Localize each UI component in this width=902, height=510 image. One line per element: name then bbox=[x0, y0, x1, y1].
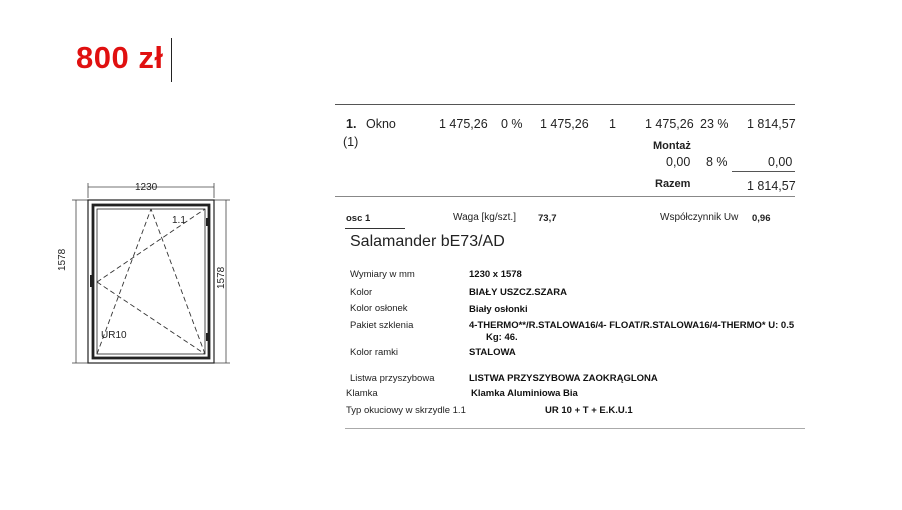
razem-value: 1 814,57 bbox=[747, 179, 796, 193]
spec-value: BIAŁY USZCZ.SZARA bbox=[469, 287, 567, 298]
montaz-label: Montaż bbox=[653, 140, 691, 152]
row-ref: (1) bbox=[343, 135, 359, 149]
spec-label: Typ okuciowy w skrzydle 1.1 bbox=[346, 405, 466, 416]
spec-label: Kolor bbox=[350, 287, 373, 298]
hinge-icon bbox=[206, 333, 210, 341]
spec-value: STALOWA bbox=[469, 347, 516, 358]
spec-label: Wymiary w mm bbox=[350, 269, 415, 280]
opening-line bbox=[97, 282, 205, 354]
spec-label: Klamka bbox=[346, 388, 378, 399]
osc-underline bbox=[345, 228, 405, 229]
spec-value: UR 10 + T + E.K.U.1 bbox=[545, 405, 633, 416]
table-top-rule bbox=[335, 104, 795, 105]
razem-rule bbox=[335, 196, 795, 197]
text-cursor bbox=[171, 38, 172, 82]
window-drawing bbox=[60, 178, 240, 373]
spec-label: Pakiet szklenia bbox=[350, 320, 414, 331]
right-height-label: 1578 bbox=[216, 266, 227, 289]
opening-line bbox=[151, 209, 205, 354]
row-index: 1. bbox=[346, 117, 357, 131]
sash-label: 1.1 bbox=[172, 215, 186, 226]
width-label: 1230 bbox=[135, 182, 158, 193]
row-vat: 23 % bbox=[700, 117, 729, 131]
price-label: 800 zł bbox=[76, 40, 164, 75]
uw-value: 0,96 bbox=[752, 213, 771, 224]
montaz-gross: 0,00 bbox=[768, 155, 793, 169]
montaz-net: 0,00 bbox=[666, 155, 691, 169]
hardware-label: UR10 bbox=[101, 330, 127, 341]
row-total-net: 1 475,26 bbox=[645, 117, 694, 131]
opening-line bbox=[97, 209, 205, 282]
product-title: Salamander bE73/AD bbox=[350, 233, 505, 250]
uw-label: Współczynnik Uw bbox=[660, 212, 739, 223]
montaz-vat: 8 % bbox=[706, 155, 728, 169]
spec-value-extra: Kg: 46. bbox=[486, 332, 518, 343]
spec-value: LISTWA PRZYSZYBOWA ZAOKRĄGLONA bbox=[469, 373, 658, 384]
spec-value: 4-THERMO**/R.STALOWA16/4- FLOAT/R.STALOWA16/4-THERMO* U: 0.5 bbox=[469, 320, 795, 331]
spec-value: Klamka Aluminiowa Bia bbox=[471, 388, 578, 399]
handle-icon bbox=[90, 275, 94, 287]
waga-value: 73,7 bbox=[538, 213, 557, 224]
spec-label: Kolor ramki bbox=[350, 347, 399, 358]
row-name: Okno bbox=[366, 117, 396, 131]
spec-label: Listwa przyszybowa bbox=[350, 373, 435, 384]
row-total-gross: 1 814,57 bbox=[747, 117, 796, 131]
row-qty: 1 bbox=[609, 117, 616, 131]
table-bottom-rule bbox=[345, 428, 805, 429]
row-discount: 0 % bbox=[501, 117, 523, 131]
row-price-net: 1 475,26 bbox=[439, 117, 488, 131]
montaz-rule bbox=[732, 171, 795, 172]
spec-label: Kolor osłonek bbox=[350, 303, 408, 314]
osc-label: osc 1 bbox=[346, 213, 371, 224]
row-price-after: 1 475,26 bbox=[540, 117, 589, 131]
spec-value: 1230 x 1578 bbox=[469, 269, 522, 280]
left-height-label: 1578 bbox=[57, 248, 68, 271]
hinge-icon bbox=[206, 218, 210, 226]
waga-label: Waga [kg/szt.] bbox=[453, 212, 516, 223]
spec-value: Biały osłonki bbox=[469, 304, 528, 315]
razem-label: Razem bbox=[655, 178, 691, 190]
